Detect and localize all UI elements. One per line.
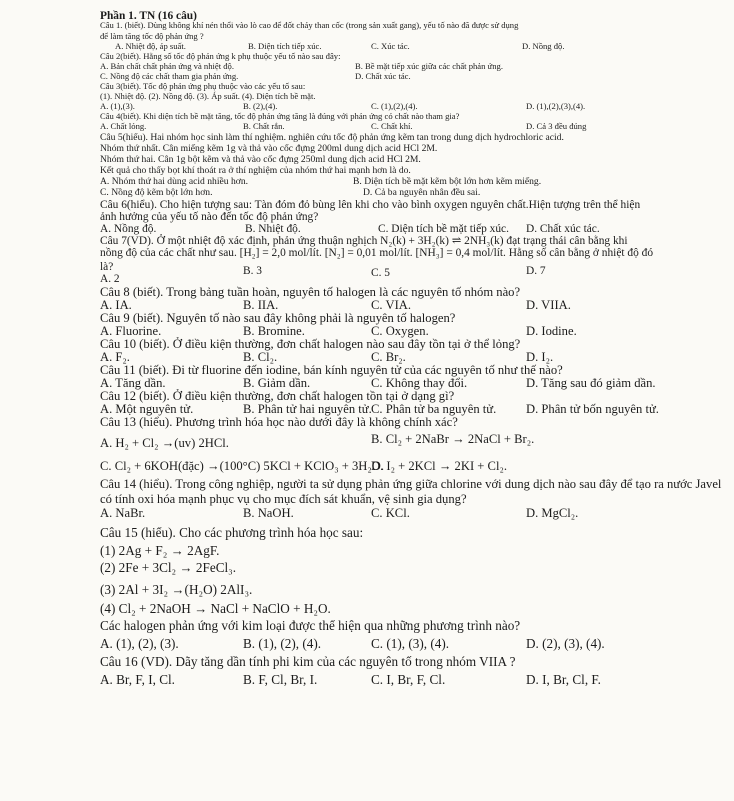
text-line: B. Phân tử hai nguyên tử. bbox=[243, 402, 372, 416]
text-line: B. 3 bbox=[243, 265, 262, 277]
text-line: A. (1), (2), (3). bbox=[100, 636, 179, 651]
text-line: C. (1), (3), (4). bbox=[371, 636, 450, 651]
text-line: D. (2), (3), (4). bbox=[526, 636, 605, 651]
text-line: B. (1), (2), (4). bbox=[243, 636, 322, 651]
text-line: D. VIIA. bbox=[526, 298, 571, 312]
text-line: Câu 10 (biết). Ở điều kiện thường, đơn chất halogen nào sau đây tồn tại ở thể lỏng? bbox=[100, 337, 521, 351]
text-line: D. MgCl₂. bbox=[526, 506, 579, 520]
text-line: C. I, Br, F, Cl. bbox=[371, 672, 446, 687]
text-line: D. Phân tử bốn nguyên tử. bbox=[526, 402, 659, 416]
text-line: C. Chất khí. bbox=[371, 121, 413, 131]
text-line: B. Chất rắn. bbox=[243, 121, 285, 131]
section-heading: Phần 1. TN (16 câu) bbox=[100, 10, 197, 22]
text-line: D. Cả 3 đều đúng bbox=[526, 121, 587, 131]
text-line: Câu 13 (hiểu). Phương trình hóa học nào dưới đây là không chính xác? bbox=[100, 415, 458, 429]
text-line: Câu 15 (hiểu). Cho các phương trình hóa học sau: bbox=[100, 525, 364, 540]
text-line: B. (2),(4). bbox=[243, 101, 278, 111]
text-line: A. Một nguyên tử. bbox=[100, 402, 194, 416]
text-line: Kết quả cho thấy bọt khí thoát ra ở thí nghiệm của nhóm thứ hai mạnh hơn là do. bbox=[100, 165, 411, 176]
text-line: A. F₂. bbox=[100, 350, 130, 364]
text-line: (1). Nhiệt độ. (2). Nồng độ. (3). Áp suất. (4). Diện tích bề mặt. bbox=[100, 91, 316, 101]
text-line: B. IIA. bbox=[243, 298, 279, 312]
text-line: Câu 4(biết). Khi diện tích bề mặt tăng, tốc độ phản ứng tăng là đúng với phản ứng có chất nào tham gia? bbox=[100, 111, 460, 121]
text-line: D. I₂. bbox=[526, 350, 554, 364]
text-line: Các halogen phản ứng với kim loại được thể hiện qua những phương trình nào? bbox=[100, 618, 521, 633]
text-line: ảnh hưởng của yếu tố nào đến tốc độ phản ứng? bbox=[100, 211, 319, 223]
text-line: Câu 6(hiểu). Cho hiện tượng sau: Tàn đóm đỏ bùng lên khi cho vào bình oxygen nguyên chất.Hiện tượng trên thể hiện bbox=[100, 199, 641, 211]
text-line: A. Chất lỏng. bbox=[100, 121, 147, 131]
text-line: C. Nồng độ các chất tham gia phản ứng. bbox=[100, 71, 239, 81]
text-line: Câu 9 (biết). Nguyên tố nào sau đây không phải là nguyên tố halogen? bbox=[100, 311, 456, 325]
text-line: D. I, Br, Cl, F. bbox=[526, 672, 601, 687]
text-line: A. Nhóm thứ hai dùng acid nhiều hơn. bbox=[100, 176, 249, 187]
text-line: C. Nồng độ kẽm bột lớn hơn. bbox=[100, 187, 213, 198]
text-line: D. Cả ba nguyên nhân đều sai. bbox=[363, 187, 481, 198]
text-line: (3) 2Al + 3I₂ →(H₂O) 2AlI₃. bbox=[100, 582, 253, 597]
text-line: D. I₂ + 2KCl → 2KI + Cl₂. bbox=[371, 459, 507, 473]
text-line: C. Xúc tác. bbox=[371, 41, 410, 51]
text-line: Câu 5(hiểu). Hai nhóm học sinh làm thí nghiệm. nghiên cứu tốc độ phản ứng kẽm tan trong dung dịch hydrochloric acid. bbox=[100, 132, 564, 143]
text-line: A. Bản chất chất phản ứng và nhiệt độ. bbox=[100, 61, 235, 71]
text-line: B. Cl₂ + 2NaBr → 2NaCl + Br₂. bbox=[371, 432, 535, 446]
text-line: B. Diện tích tiếp xúc. bbox=[248, 41, 322, 51]
text-line: C. Oxygen. bbox=[371, 324, 429, 338]
text-line: Câu 3(biết). Tốc độ phản ứng phụ thuộc vào các yếu tố sau: bbox=[100, 81, 306, 91]
text-line: có tính oxi hóa mạnh phục vụ cho mục đích sát khuẩn, vệ sinh gia dụng? bbox=[100, 492, 467, 506]
text-line: A. H₂ + Cl₂ →(uv) 2HCl. bbox=[100, 436, 229, 450]
text-line: A. IA. bbox=[100, 298, 132, 312]
text-line: B. Diện tích bề mặt kẽm bột lớn hơn kẽm miếng. bbox=[353, 176, 542, 187]
text-line: Câu 1. (biết). Dùng không khí nén thổi vào lò cao để đốt cháy than cốc (trong sản xuất gang), yếu tố nào đã được sử dụng bbox=[100, 20, 519, 30]
text-line: D. Tăng sau đó giảm dần. bbox=[526, 376, 656, 390]
text-line: D. (1),(2),(3),(4). bbox=[526, 101, 586, 111]
text-line: C. Phân tử ba nguyên tử. bbox=[371, 402, 497, 416]
text-line: C. (1),(2),(4). bbox=[371, 101, 418, 111]
text-line: (4) Cl₂ + 2NaOH → NaCl + NaClO + H₂O. bbox=[100, 601, 331, 616]
text-line: Câu 11 (biết). Đi từ fluorine đến iodine, bán kính nguyên tử của các nguyên tố như thế nào? bbox=[100, 363, 563, 377]
text-line: D. 7 bbox=[526, 265, 546, 277]
text-line: (1) 2Ag + F₂ → 2AgF. bbox=[100, 543, 220, 558]
text-line: C. KCl. bbox=[371, 506, 410, 520]
text-line: B. Nhiệt độ. bbox=[245, 223, 301, 235]
text-line: Câu 2(biết). Hằng số tốc độ phản ứng k phụ thuộc yếu tố nào sau đây: bbox=[100, 51, 341, 61]
text-line: D. Chất xúc tác. bbox=[526, 223, 600, 235]
text-line: C. 5 bbox=[371, 267, 390, 279]
text-line: C. Br₂. bbox=[371, 350, 406, 364]
text-line: Câu 16 (VD). Dãy tăng dần tính phi kim của các nguyên tố trong nhóm VIIA ? bbox=[100, 654, 516, 669]
text-line: A. Nhiệt độ, áp suất. bbox=[115, 41, 186, 51]
text-line: A. (1),(3). bbox=[100, 101, 135, 111]
text-line: C. Diện tích bề mặt tiếp xúc. bbox=[378, 223, 509, 235]
text-line: A. Br, F, I, Cl. bbox=[100, 672, 175, 687]
text-line: D. Iodine. bbox=[526, 324, 577, 338]
text-line: D. Nồng độ. bbox=[522, 41, 565, 51]
text-line: B. NaOH. bbox=[243, 506, 294, 520]
text-line: (2) 2Fe + 3Cl₂ → 2FeCl₃. bbox=[100, 560, 237, 575]
text-line: để làm tăng tốc độ phản ứng ? bbox=[100, 31, 204, 41]
text-line: C. Không thay đổi. bbox=[371, 376, 468, 390]
text-line: B. Bề mặt tiếp xúc giữa các chất phản ứng. bbox=[355, 61, 503, 71]
text-line: A. 2 bbox=[100, 273, 120, 285]
text-line: Câu 12 (biết). Ở điều kiện thường, đơn chất halogen tồn tại ở dạng gì? bbox=[100, 389, 455, 403]
text-line: Nhóm thứ hai. Cân 1g bột kẽm và thả vào cốc đựng 250ml dung dịch acid HCl 2M. bbox=[100, 154, 421, 165]
text-line: Nhóm thứ nhất. Cân miếng kẽm 1g và thả vào cốc đựng 200ml dung dịch acid HCl 2M. bbox=[100, 143, 438, 154]
text-line: là? bbox=[100, 261, 114, 273]
text-line: C. VIA. bbox=[371, 298, 412, 312]
text-line: Câu 14 (hiểu). Trong công nghiệp, người ta sử dụng phản ứng giữa chlorine với dung dịch nào sau đây để tạo ra nước Javel bbox=[100, 477, 722, 491]
text-line: A. NaBr. bbox=[100, 506, 146, 520]
text-line: nồng độ của các chất như sau. [H₂] = 2,0 mol/lít. [N₂] = 0,01 mol/lít. [NH₃] = 0,4 mol/lít. Hằng số cân bằng ở nhiệt độ đó bbox=[100, 247, 654, 259]
text-line: D. Chất xúc tác. bbox=[355, 71, 411, 81]
text-line: A. Fluorine. bbox=[100, 324, 162, 338]
text-line: B. Giảm dần. bbox=[243, 376, 311, 390]
text-line: B. Cl₂. bbox=[243, 350, 278, 364]
text-line: C. Cl₂ + 6KOH(đặc) →(100°C) 5KCl + KClO₃ + 3H₂O. bbox=[100, 459, 385, 473]
text-line: Câu 7(VD). Ở một nhiệt độ xác định, phản ứng thuận nghịch N₂(k) + 3H₂(k) ⇌ 2NH₃(k) đạt trạng thái cân bằng khi bbox=[100, 235, 628, 247]
text-line: B. Bromine. bbox=[243, 324, 305, 338]
text-line: B. F, Cl, Br, I. bbox=[243, 672, 318, 687]
text-line: Câu 8 (biết). Trong bảng tuần hoàn, nguyên tố halogen là các nguyên tố nhóm nào? bbox=[100, 285, 521, 299]
text-line: A. Tăng dần. bbox=[100, 376, 166, 390]
text-line: A. Nồng độ. bbox=[100, 223, 157, 235]
